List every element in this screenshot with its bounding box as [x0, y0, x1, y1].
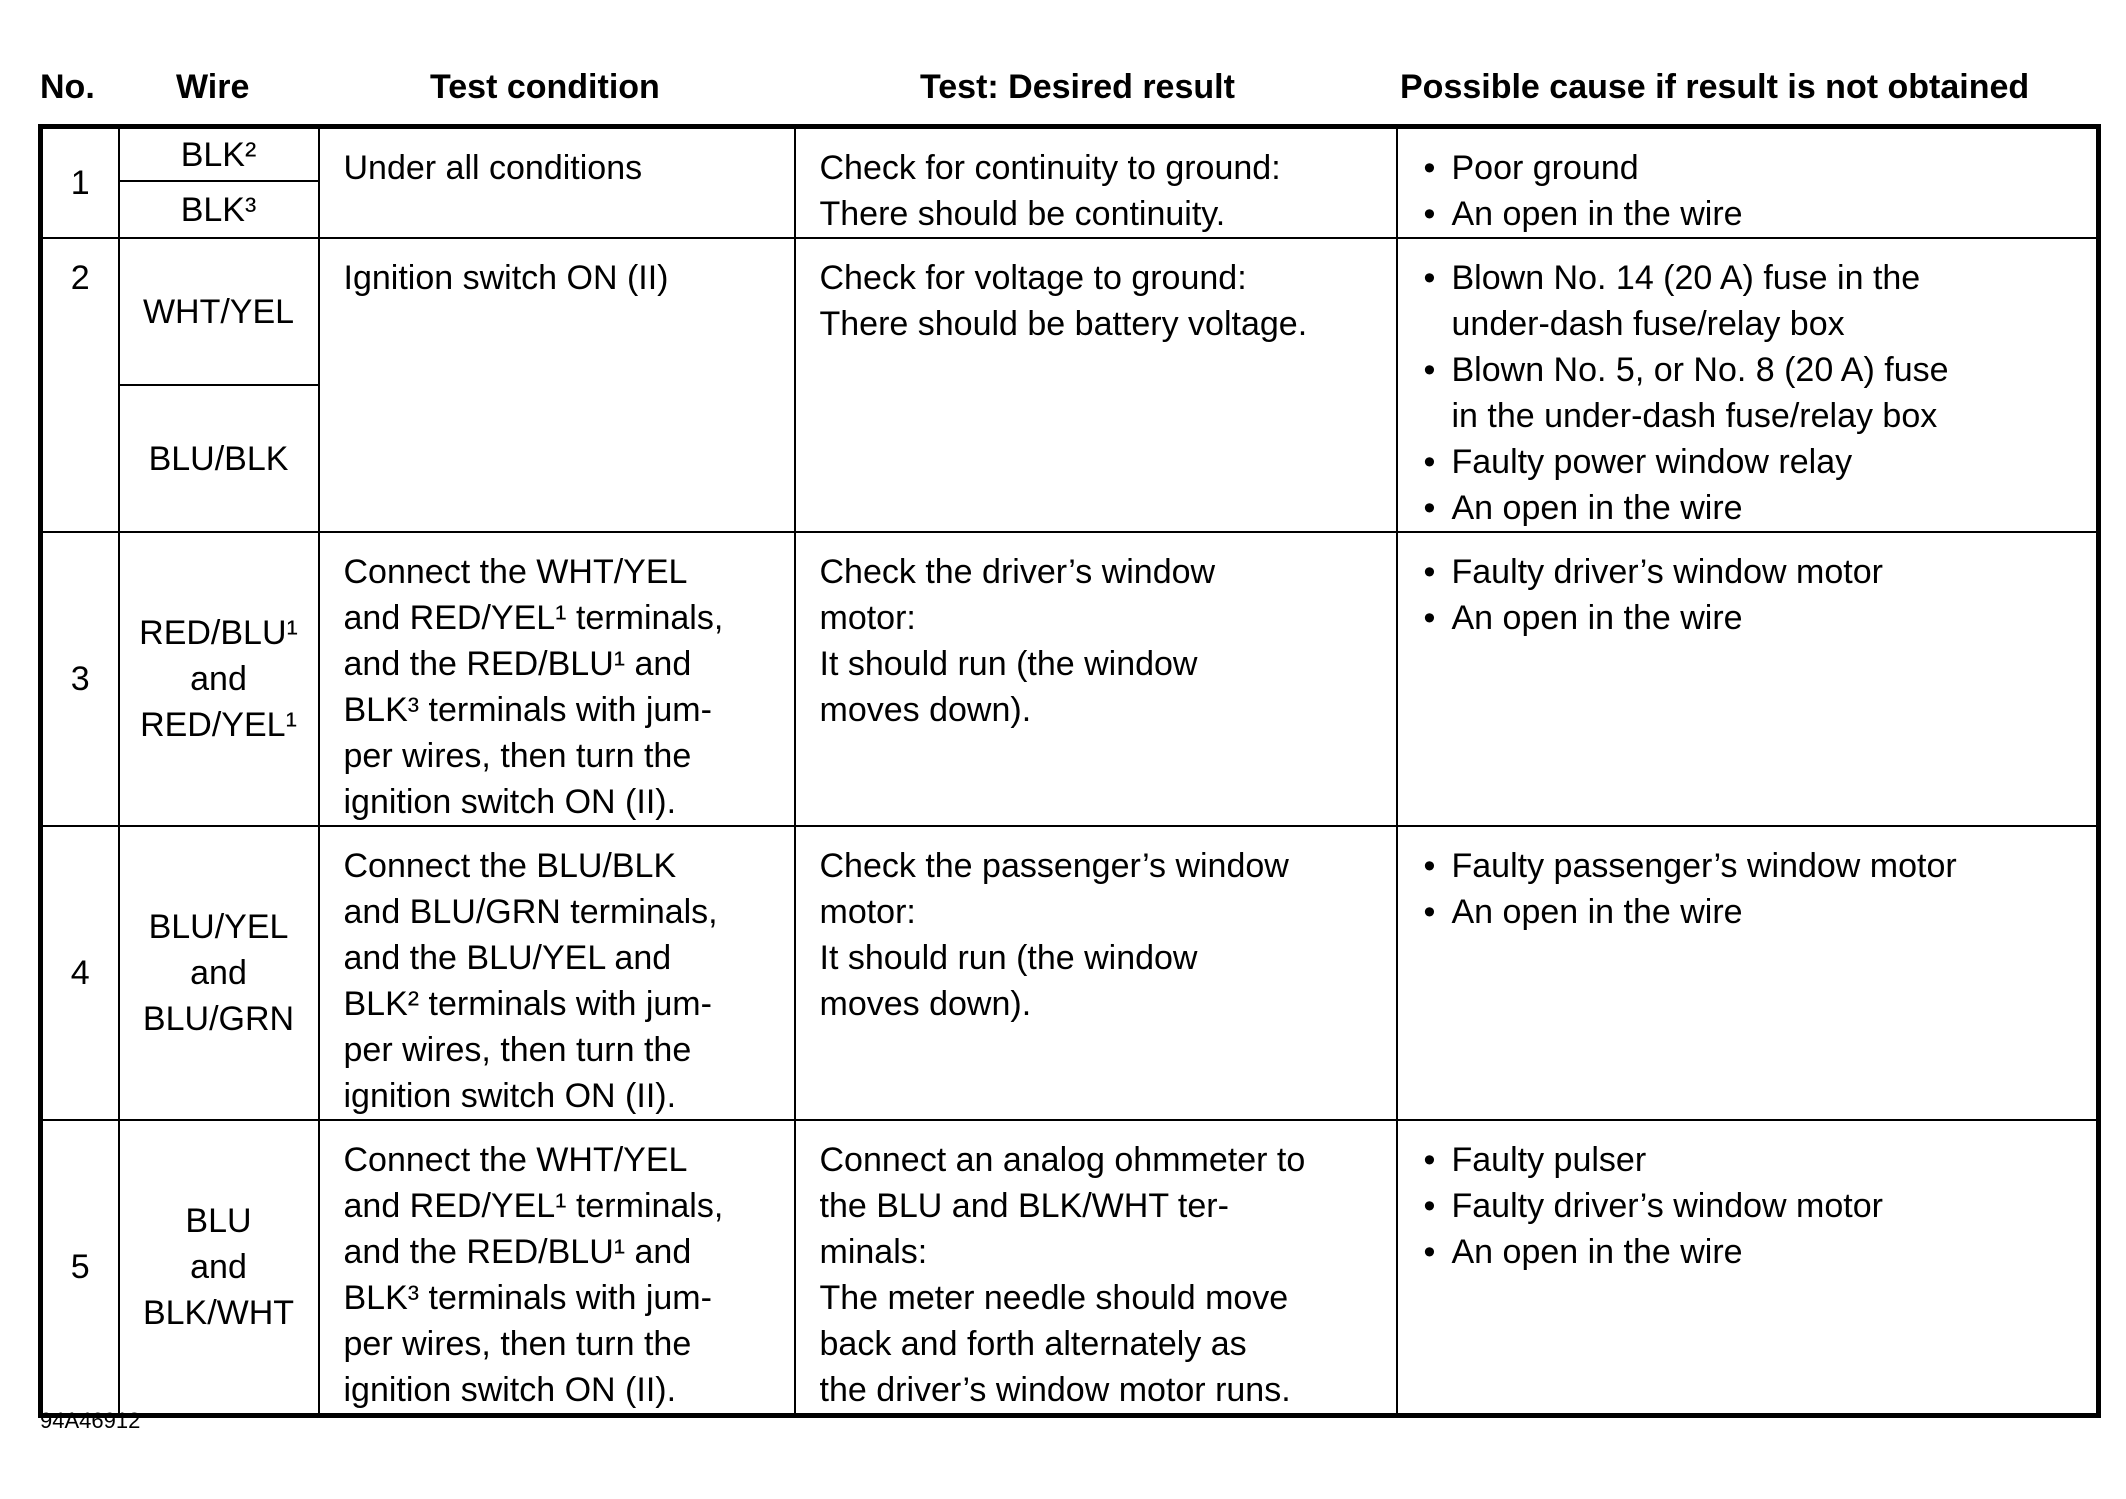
result-line: It should run (the window [819, 645, 1198, 683]
cause-item [1422, 549, 2087, 595]
wire-label: RED/YEL¹ [140, 706, 297, 744]
result-line: Check for voltage to ground: [819, 259, 1247, 297]
cause-line: • An open in the wire [1451, 489, 1743, 527]
wire-cell [119, 181, 319, 238]
result-line: There should be continuity. [819, 195, 1226, 233]
cause-item [1422, 1229, 2087, 1275]
condition-line: Connect the BLU/BLK [343, 847, 677, 885]
header-wire: Wire [176, 68, 250, 106]
wire-label: BLU/BLK [148, 439, 289, 478]
result-line: Check the passenger’s window [819, 847, 1289, 885]
wire-cell [119, 532, 319, 826]
cause-item [1422, 439, 2087, 485]
wire-cell [119, 826, 319, 1120]
header-desired-result: Test: Desired result [920, 68, 1235, 106]
cause-item [1422, 145, 2087, 191]
condition-line: Connect the WHT/YEL [343, 553, 688, 591]
cause-line: • An open in the wire [1451, 1233, 1743, 1271]
cause-item [1422, 191, 2087, 237]
condition-line: per wires, then turn the [343, 1325, 692, 1363]
wire-label: and [190, 954, 247, 992]
condition-line: and BLU/GRN terminals, [343, 893, 718, 931]
cause-line: • An open in the wire [1451, 893, 1743, 931]
wire-label: BLK/WHT [142, 1294, 295, 1332]
result-line: back and forth alternately as [819, 1325, 1247, 1363]
cause-cell [1397, 826, 2099, 1120]
cause-line: • An open in the wire [1451, 195, 1743, 233]
condition-line: ignition switch ON (II). [343, 1371, 677, 1409]
row-number: 5 [41, 1120, 119, 1416]
result-line: There should be battery voltage. [819, 305, 1308, 343]
row-number: 1 [41, 127, 119, 239]
result-line: Check the driver’s window [819, 553, 1216, 591]
cause-cell [1397, 127, 2099, 239]
result-line: It should run (the window [819, 939, 1198, 977]
result-line: Check for continuity to ground: [819, 149, 1281, 187]
result-line: motor: [819, 893, 916, 931]
result-line: moves down). [819, 691, 1032, 729]
result-cell [795, 238, 1397, 532]
result-cell [795, 1120, 1397, 1416]
condition-line: Connect the WHT/YEL [343, 1141, 688, 1179]
wire-label: and [190, 1248, 247, 1286]
cause-line: • Faulty pulser [1451, 1141, 1647, 1179]
cause-item [1422, 485, 2087, 531]
condition-line: ignition switch ON (II). [343, 1077, 677, 1115]
cause-item [1422, 843, 2087, 889]
result-line: The meter needle should move [819, 1279, 1289, 1317]
wire-label: BLK² [180, 135, 257, 174]
cause-item [1422, 1183, 2087, 1229]
cause-line: in the under-dash fuse/relay box [1451, 397, 1938, 435]
cause-line: • Faulty driver’s window motor [1451, 553, 1883, 591]
condition-line: Under all conditions [343, 149, 643, 187]
header-no: No. [40, 68, 95, 106]
condition-line: and the RED/BLU¹ and [343, 645, 692, 683]
result-cell [795, 532, 1397, 826]
wire-label: BLK³ [180, 190, 257, 229]
condition-line: per wires, then turn the [343, 737, 692, 775]
condition-cell [319, 532, 795, 826]
troubleshooting-table [38, 124, 2101, 1418]
table-row [41, 1120, 2099, 1416]
condition-line: and the RED/BLU¹ and [343, 1233, 692, 1271]
wire-label: BLU/YEL [148, 908, 289, 946]
figure-code: 94A46912 [40, 1408, 141, 1433]
cause-cell [1397, 238, 2099, 532]
cause-line: • Faulty passenger’s window motor [1451, 847, 1957, 885]
wire-cell [119, 1120, 319, 1416]
condition-cell [319, 1120, 795, 1416]
wire-label: and [190, 660, 247, 698]
header-possible-cause: Possible cause if result is not obtained [1400, 68, 2030, 106]
result-line: Connect an analog ohmmeter to [819, 1141, 1306, 1179]
cause-item [1422, 595, 2087, 641]
cause-item [1422, 889, 2087, 935]
wire-cell [119, 385, 319, 532]
result-line: the driver’s window motor runs. [819, 1371, 1291, 1409]
wire-cell [119, 127, 319, 182]
cause-cell [1397, 1120, 2099, 1416]
condition-cell [319, 826, 795, 1120]
cause-line: • Blown No. 5, or No. 8 (20 A) fuse [1451, 351, 1949, 389]
result-cell [795, 826, 1397, 1120]
condition-cell [319, 127, 795, 239]
wire-cell [119, 238, 319, 385]
row-number: 3 [41, 532, 119, 826]
wire-label: RED/BLU¹ [139, 614, 298, 652]
table-row [41, 238, 2099, 385]
result-line: minals: [819, 1233, 928, 1271]
condition-line: and the BLU/YEL and [343, 939, 672, 977]
cause-line: • Faulty driver’s window motor [1451, 1187, 1883, 1225]
row-number: 4 [41, 826, 119, 1120]
result-line: the BLU and BLK/WHT ter- [819, 1187, 1229, 1225]
condition-line: per wires, then turn the [343, 1031, 692, 1069]
cause-item [1422, 255, 2087, 347]
result-line: motor: [819, 599, 916, 637]
cause-cell [1397, 532, 2099, 826]
cause-line: • Poor ground [1451, 149, 1639, 187]
result-line: moves down). [819, 985, 1032, 1023]
condition-line: Ignition switch ON (II) [343, 259, 669, 297]
cause-line: • Blown No. 14 (20 A) fuse in the [1451, 259, 1921, 297]
row-number: 2 [41, 238, 119, 532]
table-row [41, 127, 2099, 182]
cause-line: under-dash fuse/relay box [1451, 305, 1845, 343]
condition-line: and RED/YEL¹ terminals, [343, 599, 724, 637]
condition-line: BLK³ terminals with jum- [343, 1279, 712, 1317]
cause-item [1422, 347, 2087, 439]
result-cell [795, 127, 1397, 239]
table-row [41, 532, 2099, 826]
condition-line: ignition switch ON (II). [343, 783, 677, 821]
table-row [41, 826, 2099, 1120]
cause-item [1422, 1137, 2087, 1183]
cause-line: • An open in the wire [1451, 599, 1743, 637]
condition-line: BLK³ terminals with jum- [343, 691, 712, 729]
condition-line: and RED/YEL¹ terminals, [343, 1187, 724, 1225]
condition-cell [319, 238, 795, 532]
header-test-condition: Test condition [430, 68, 660, 106]
wire-label: WHT/YEL [142, 292, 295, 331]
wire-label: BLU/GRN [142, 1000, 295, 1038]
cause-line: • Faulty power window relay [1451, 443, 1853, 481]
wire-label: BLU [185, 1202, 252, 1240]
condition-line: BLK² terminals with jum- [343, 985, 712, 1023]
